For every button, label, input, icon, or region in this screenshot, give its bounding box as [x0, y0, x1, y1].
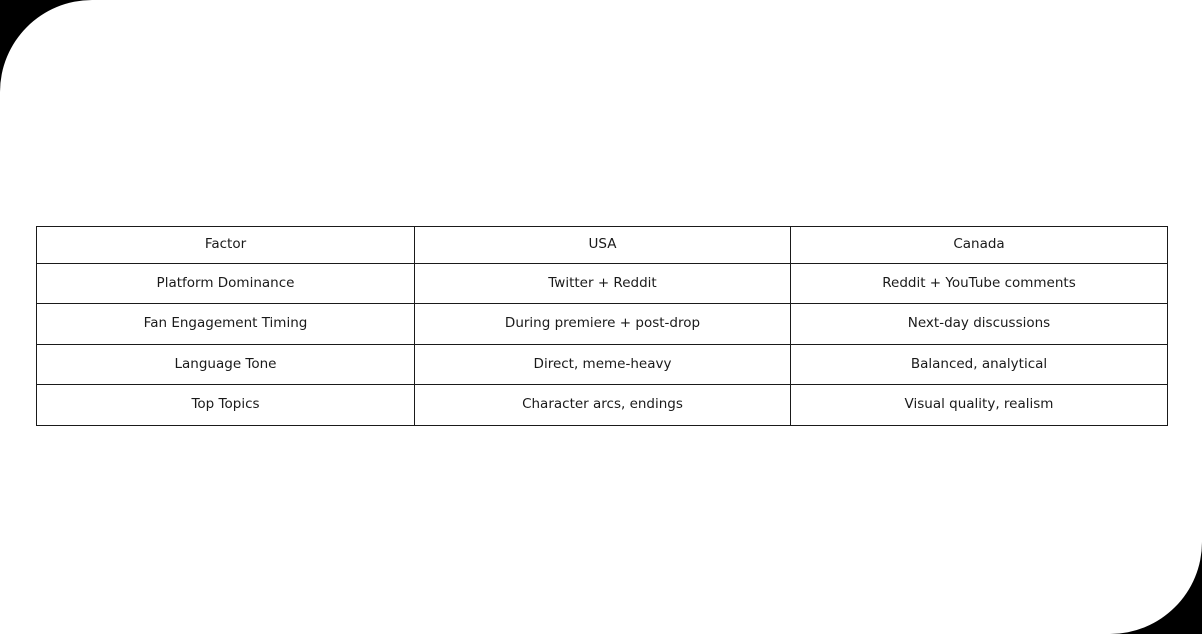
table-row	[37, 263, 1168, 304]
table-row	[37, 385, 1168, 426]
cell-usa: Direct, meme-heavy	[415, 344, 791, 385]
column-header-usa: USA	[415, 227, 791, 264]
comparison-table	[36, 226, 1168, 426]
table-header-row	[37, 227, 1168, 264]
column-header-factor: Factor	[37, 227, 415, 264]
cell-usa: Character arcs, endings	[415, 385, 791, 426]
cell-canada: Balanced, analytical	[791, 344, 1168, 385]
column-header-canada: Canada	[791, 227, 1168, 264]
cell-usa: During premiere + post-drop	[415, 304, 791, 345]
table-row	[37, 304, 1168, 345]
cell-factor: Top Topics	[37, 385, 415, 426]
table-row	[37, 344, 1168, 385]
cell-factor: Fan Engagement Timing	[37, 304, 415, 345]
cell-canada: Reddit + YouTube comments	[791, 263, 1168, 304]
cell-factor: Language Tone	[37, 344, 415, 385]
cell-usa: Twitter + Reddit	[415, 263, 791, 304]
cell-canada: Visual quality, realism	[791, 385, 1168, 426]
cell-factor: Platform Dominance	[37, 263, 415, 304]
cell-canada: Next-day discussions	[791, 304, 1168, 345]
comparison-table-container	[36, 226, 1167, 426]
